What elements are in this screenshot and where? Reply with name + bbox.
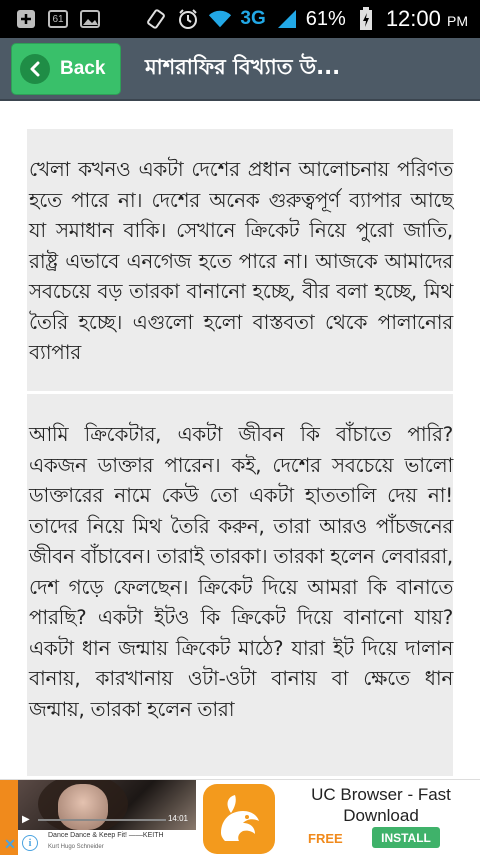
quote-card xyxy=(27,129,453,391)
status-bar xyxy=(0,0,480,38)
signal-strength-icon xyxy=(274,8,298,30)
ad-title: UC Browser - Fast Download xyxy=(311,785,451,825)
video-song-title: Dance Dance & Keep Fit! ——KEITH xyxy=(48,832,164,839)
notification-count-icon: 61 xyxy=(48,10,68,28)
clock: 12:00 PM xyxy=(385,6,468,31)
page-title: মাশরাফির বিখ্যাত উ... xyxy=(145,55,341,79)
image-icon xyxy=(78,8,102,30)
install-button[interactable]: INSTALL xyxy=(372,827,440,848)
quote-text: আমি ক্রিকেটার, একটা জীবন কি বাঁচাতে পারি? একজন ডাক্তার পারেন। কই, দেশের সবচেয়ে ভালো ডাক্তারের নামে কেউ তো একটা হাততালি দেয় না! তাদের নিয়ে মিথ তৈরি করুন, তারা আরও পাঁচজনের জীবন বাঁচাবেন। তারাই তারকা। তারকা হলেন লেবাররা, দেশ গড়ে ফেলছেন। ক্রিকেট দিয়ে আমরা কি বানাতে পারছি? একটা ইটও কি ক্রিকেট দিয়ে বানানো যায়? একটা ধান জন্মায় ক্রিকেট মাঠে? যারা ইট দিয়ে দালান বানায়, কারখানায় ওটা-ওটা বানায় বা ক্ষেতে ধান জন্মায়, তারকা হলেন তারা xyxy=(29,423,453,721)
article-content[interactable] xyxy=(0,103,480,779)
back-button[interactable] xyxy=(11,43,121,95)
ad-logo-container[interactable] xyxy=(198,780,280,855)
close-icon[interactable]: ✕ xyxy=(4,836,16,852)
battery-percent: 61% xyxy=(305,7,346,30)
info-icon[interactable]: i xyxy=(22,835,38,851)
uc-browser-squirrel-icon xyxy=(203,784,275,854)
ad-banner[interactable] xyxy=(0,779,480,854)
chevron-left-icon xyxy=(20,54,50,84)
add-notification-icon xyxy=(14,8,38,30)
vibrate-icon xyxy=(144,8,168,30)
network-type-label: 3G xyxy=(240,8,266,29)
battery-charging-icon xyxy=(354,8,378,30)
quote-card xyxy=(27,394,453,776)
quote-text: খেলা কখনও একটা দেশের প্রধান আলোচনায় পরিণত হতে পারে না। দেশের অনেক গুরুত্বপূর্ণ ব্যাপার আছে যা সমাধান বাকি। সেখানে ক্রিকেট নিয়ে পুরো জাতি, রাষ্ট্র এভাবে এনগেজ হতে পারে না। আজকে আমাদের সবচেয়ে বড় তারকা বানানো হচ্ছে, বীর বলা হচ্ছে, মিথ তৈরি হচ্ছে। এগুলো হলো বাস্তবতা থেকে পালানোর ব্যাপার xyxy=(29,158,453,364)
wifi-icon xyxy=(208,8,232,30)
video-artist: Kurt Hugo Schneider xyxy=(48,844,104,850)
alarm-clock-icon xyxy=(176,8,200,30)
ad-video-thumbnail[interactable] xyxy=(18,780,196,830)
video-time: 14:01 xyxy=(167,814,188,823)
ad-price: FREE xyxy=(308,831,343,846)
back-button-label: Back xyxy=(60,57,106,79)
toolbar xyxy=(0,38,480,101)
video-progress-bar xyxy=(38,819,166,821)
play-icon[interactable]: ▶ xyxy=(22,814,30,825)
